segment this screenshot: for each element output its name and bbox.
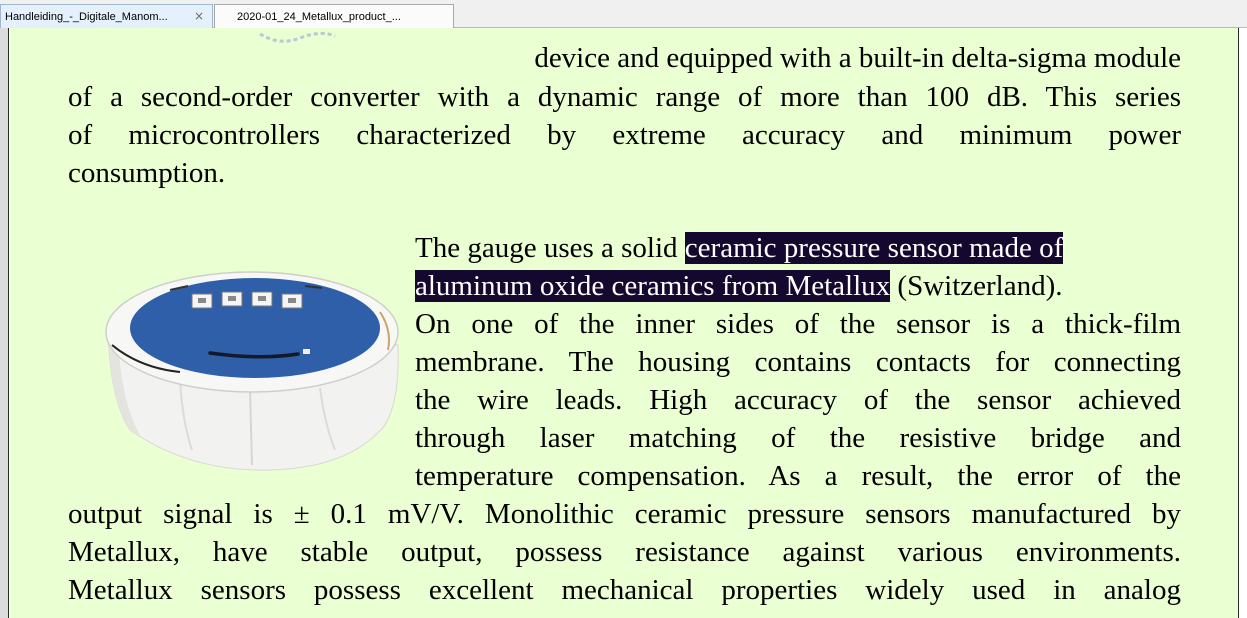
right-margin (1238, 28, 1247, 618)
close-icon[interactable]: × (193, 9, 204, 23)
paragraph2-line5: the wire leads. High accuracy of the sensor achieved (415, 384, 1181, 416)
paragraph2-line6: through laser matching of the resistive bridge and (415, 422, 1181, 454)
paragraph2-line2-text: (Switzerland). (890, 270, 1063, 302)
image-fragment (250, 28, 340, 48)
paragraph2-line1-text: The gauge uses a solid (415, 232, 685, 264)
document-page (10, 28, 1238, 618)
paragraph2-line7: temperature compensation. As a result, the error of the (415, 460, 1181, 492)
paragraph1-line1: device and equipped with a built-in delta-sigma module (534, 42, 1181, 74)
paragraph2-line1 (415, 231, 1190, 265)
ceramic-pressure-sensor-image (100, 250, 410, 475)
paragraph2-line3: On one of the inner sides of the sensor is a thick-film (415, 308, 1181, 340)
selected-text[interactable]: ceramic pressure sensor made of (684, 232, 1064, 264)
tab-label: Handleiding_-_Digitale_Manom... (5, 10, 168, 23)
paragraph2-line4: membrane. The housing contains contacts for connecting (415, 346, 1181, 378)
document-viewport[interactable] (0, 28, 1247, 618)
paragraph2-line9: Metallux, have stable output, possess resistance against various environments. (68, 536, 1181, 568)
paragraph2-line10: Metallux sensors possess excellent mechanical properties widely used in analog (68, 574, 1181, 606)
left-margin (0, 28, 9, 618)
paragraph1-line2: of a second-order converter with a dynamic range of more than 100 dB. This series (68, 81, 1181, 113)
paragraph2-line2 (415, 269, 1190, 303)
tab-label: 2020-01_24_Metallux_product_... (237, 10, 401, 23)
paragraph2-line8: output signal is ± 0.1 mV/V. Monolithic ceramic pressure sensors manufactured by (68, 498, 1181, 530)
paragraph1-line4: consumption. (68, 157, 226, 189)
tab-bar (0, 0, 1247, 28)
tab-handleiding[interactable] (0, 4, 213, 28)
paragraph1-line3: of microcontrollers characterized by extreme accuracy and minimum power (68, 119, 1181, 151)
tab-metallux-product[interactable] (214, 4, 454, 28)
selected-text[interactable]: aluminum oxide ceramics from Metallux (415, 270, 891, 302)
